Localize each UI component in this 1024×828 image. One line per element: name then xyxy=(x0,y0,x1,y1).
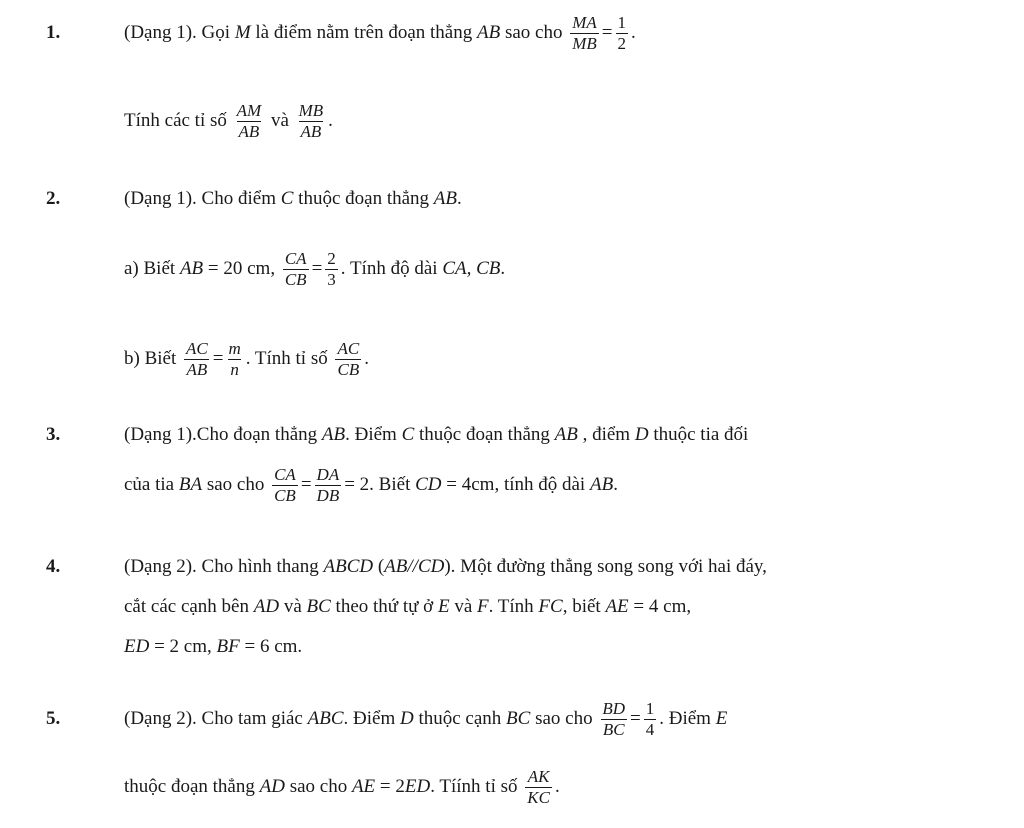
text-segment: . Tíính tỉ số xyxy=(430,776,523,797)
math-variable: AB xyxy=(589,474,614,495)
fraction-denominator: AB xyxy=(186,359,208,379)
text-segment: = 4cm, tính độ dài xyxy=(441,474,590,495)
text-segment: (Dạng 2). Cho hình thang xyxy=(124,556,324,577)
math-variable: CA, CB xyxy=(442,258,501,279)
fraction-numerator: 2 xyxy=(327,248,336,268)
problem-3-number: 3. xyxy=(46,424,61,445)
text-segment: = 20 cm, xyxy=(203,258,280,279)
text-segment: Tính các tỉ số xyxy=(124,110,232,131)
text-segment: = 6 cm. xyxy=(239,636,303,657)
fraction xyxy=(570,13,599,54)
text-segment: . xyxy=(328,110,333,131)
fraction-numerator: 1 xyxy=(645,698,655,718)
problem-4-number: 4. xyxy=(46,556,61,577)
text-segment: sao cho xyxy=(500,22,568,43)
math-variable: AB xyxy=(179,258,204,279)
text-segment: a) Biết xyxy=(124,258,180,279)
problem-2-line-3 xyxy=(124,336,369,382)
text-segment: (Dạng 1). Gọi xyxy=(124,22,235,43)
text-segment: = 2. Biết xyxy=(344,474,416,495)
math-variable: FC xyxy=(538,596,563,617)
math-variable: CD xyxy=(415,474,442,495)
text-segment: theo thứ tự ở xyxy=(330,596,438,617)
math-variable: AB xyxy=(554,424,578,445)
math-variable: ED xyxy=(404,776,431,797)
math-variable: BC xyxy=(506,708,531,729)
text-segment: = xyxy=(601,22,613,43)
text-segment: cắt các cạnh bên xyxy=(124,596,254,617)
math-variable: M xyxy=(234,22,251,43)
math-variable: BF xyxy=(216,636,240,657)
math-variable: E xyxy=(715,708,728,729)
fraction-denominator: CB xyxy=(337,359,360,379)
math-variable: AD xyxy=(259,776,285,797)
problem-5-line-2 xyxy=(124,764,560,810)
math-variable: E xyxy=(437,596,450,617)
text-segment: và xyxy=(266,110,294,131)
fraction-denominator: n xyxy=(230,359,239,379)
problem-5-number: 5. xyxy=(46,708,61,729)
text-segment: và xyxy=(449,596,478,617)
fraction-denominator: CB xyxy=(274,485,296,505)
fraction xyxy=(525,767,552,808)
problem-2-line-2 xyxy=(124,246,505,292)
fraction xyxy=(226,339,242,380)
math-variable: AE xyxy=(351,776,376,797)
text-segment: = 4 cm, xyxy=(628,596,692,617)
fraction xyxy=(235,101,264,142)
fraction-denominator: 2 xyxy=(617,33,626,53)
text-segment: (Dạng 1). Cho điểm xyxy=(124,188,281,209)
fraction-numerator: AK xyxy=(527,766,550,786)
fraction-denominator: 4 xyxy=(645,719,655,739)
fraction xyxy=(297,101,326,142)
text-segment: . Tính tỉ số xyxy=(245,348,333,369)
problem-1-number: 1. xyxy=(46,22,61,43)
math-variable: BC xyxy=(306,596,331,617)
fraction xyxy=(315,465,342,506)
math-variable: AE xyxy=(605,596,629,617)
problem-1-line-1 xyxy=(124,10,636,56)
fraction-numerator: AM xyxy=(236,100,262,120)
text-segment: và xyxy=(279,596,307,617)
text-segment: = 2 xyxy=(375,776,405,797)
text-segment: sao cho xyxy=(530,708,598,729)
fraction-denominator: CB xyxy=(284,269,307,289)
fraction-numerator: DA xyxy=(316,464,340,484)
text-segment: . xyxy=(364,348,369,369)
fraction xyxy=(616,13,629,54)
text-segment: thuộc cạnh xyxy=(413,708,507,729)
fraction-numerator: m xyxy=(228,338,241,358)
text-segment: . xyxy=(554,776,560,797)
fraction-denominator: KC xyxy=(527,787,550,807)
math-variable: C xyxy=(280,188,294,209)
fraction xyxy=(184,339,210,380)
text-segment: . Điểm xyxy=(343,708,400,729)
problem-3-line-2 xyxy=(124,462,618,508)
problem-3-line-1 xyxy=(124,420,748,450)
fraction-numerator: CA xyxy=(274,464,296,484)
text-segment: = xyxy=(212,348,224,369)
text-segment: . xyxy=(631,22,636,43)
problem-5-line-1 xyxy=(124,696,727,742)
text-segment: của tia xyxy=(124,474,179,495)
text-segment: ). Một đường thẳng song song với hai đáy, xyxy=(444,556,767,577)
fraction-numerator: AC xyxy=(337,338,360,358)
text-segment: sao cho xyxy=(284,776,352,797)
fraction-numerator: BD xyxy=(602,698,626,718)
text-segment: ( xyxy=(373,556,385,577)
math-variable: AB xyxy=(321,424,346,445)
text-segment: (Dạng 1).Cho đoạn thẳng xyxy=(124,424,322,445)
text-segment: thuộc đoạn thẳng xyxy=(293,188,434,209)
math-variable: ABCD xyxy=(323,556,374,577)
fraction xyxy=(283,249,309,290)
text-segment: (Dạng 2). Cho tam giác xyxy=(124,708,308,729)
problem-4-line-3 xyxy=(124,632,302,662)
text-segment: . Điểm xyxy=(345,424,402,445)
fraction-denominator: 3 xyxy=(327,269,336,289)
math-variable: D xyxy=(399,708,414,729)
fraction xyxy=(335,339,361,380)
fraction-numerator: AC xyxy=(186,338,208,358)
problem-4-line-2 xyxy=(124,592,691,622)
text-segment: thuộc đoạn thẳng xyxy=(414,424,555,445)
text-segment: = xyxy=(630,708,641,729)
text-segment: = xyxy=(300,474,312,495)
math-variable: ED xyxy=(124,636,150,657)
fraction-denominator: BC xyxy=(602,719,625,739)
fraction-denominator: AB xyxy=(300,121,322,141)
fraction xyxy=(600,699,627,740)
math-variable: D xyxy=(634,424,649,445)
text-segment: sao cho xyxy=(202,474,270,495)
text-segment: b) Biết xyxy=(124,348,181,369)
fraction-numerator: MA xyxy=(572,12,597,32)
fraction xyxy=(272,465,298,506)
fraction-denominator: AB xyxy=(238,121,260,141)
math-variable: C xyxy=(401,424,415,445)
text-segment: là điểm nằm trên đoạn thẳng xyxy=(250,22,477,43)
text-segment: . xyxy=(457,188,462,209)
math-variable: ABC xyxy=(307,708,344,729)
math-variable: AB xyxy=(477,22,501,43)
fraction-denominator: MB xyxy=(572,33,597,53)
text-segment: = xyxy=(311,258,323,279)
problem-2-line-1 xyxy=(124,184,462,214)
math-variable: AD xyxy=(253,596,280,617)
text-segment: . Tính xyxy=(488,596,539,617)
math-variable: AB xyxy=(433,188,457,209)
problem-2-number: 2. xyxy=(46,188,61,209)
fraction-numerator: CA xyxy=(284,248,307,268)
text-segment: . Điểm xyxy=(659,708,716,729)
text-segment: . Tính độ dài xyxy=(340,258,443,279)
problem-1-line-2 xyxy=(124,98,333,144)
fraction-numerator: MB xyxy=(298,100,324,120)
text-segment: . xyxy=(500,258,506,279)
text-segment: = 2 cm, xyxy=(149,636,217,657)
text-segment: , điểm xyxy=(577,424,635,445)
fraction xyxy=(644,699,657,740)
math-variable: AB//CD xyxy=(384,556,445,577)
math-variable: F xyxy=(477,596,489,617)
problem-4-line-1 xyxy=(124,552,767,582)
text-segment: thuộc đoạn thẳng xyxy=(124,776,260,797)
text-segment: . xyxy=(613,474,618,495)
text-segment: thuộc tia đối xyxy=(648,424,749,445)
text-segment: , biết xyxy=(562,596,606,617)
fraction xyxy=(325,249,338,290)
math-variable: BA xyxy=(178,474,203,495)
fraction-numerator: 1 xyxy=(617,12,626,32)
fraction-denominator: DB xyxy=(316,485,340,505)
